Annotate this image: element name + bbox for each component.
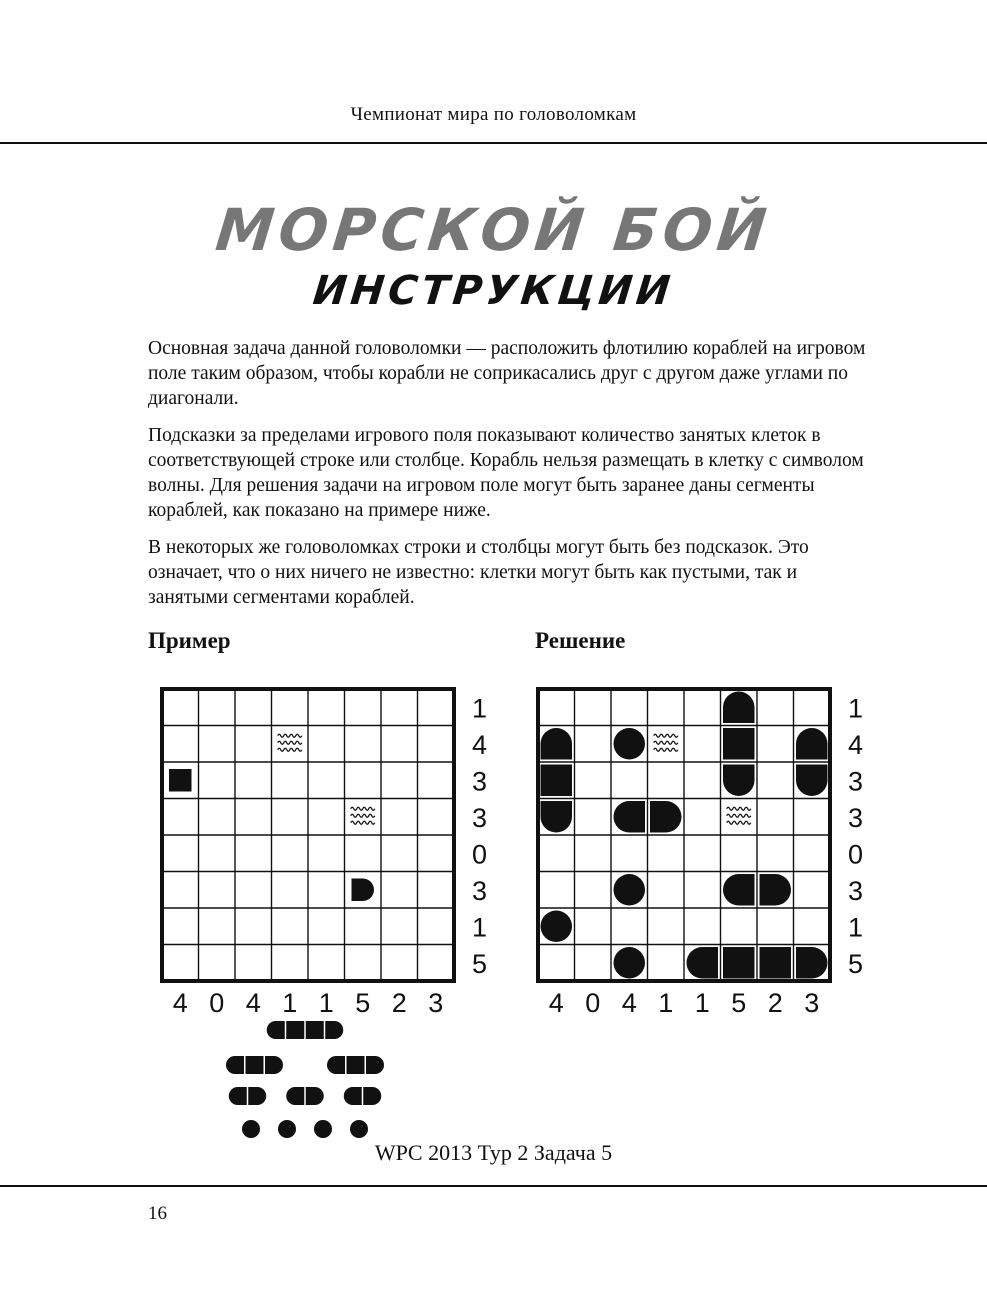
ship-segment-end-left [286,1087,304,1105]
row-clue: 3 [472,802,488,833]
column-clue: 0 [585,988,601,1018]
ship-segment-end-top [796,728,828,759]
row-clue: 0 [848,839,864,870]
ship-segment-end-right [325,1021,343,1039]
ship-segment-end-bottom [796,765,828,797]
ship-segment-end-left [229,1087,247,1105]
solution-label: Решение [535,628,626,653]
row-clue: 3 [848,766,864,797]
ship-segment-end-right [366,1056,384,1074]
ship-segment-end-bottom [723,765,755,797]
puzzle-source-caption: WPC 2013 Тур 2 Задача 5 [374,1140,613,1165]
ship-segment-end-right [352,879,375,902]
running-head: Чемпионат мира по головоломкам [350,104,637,125]
water-wave-icon [654,741,678,744]
column-clue: 0 [209,988,225,1018]
footer-rule [0,1185,987,1187]
water-wave-icon [727,807,751,810]
column-clue: 2 [391,988,407,1018]
row-clue: 0 [472,839,488,870]
water-wave-icon [278,734,302,737]
ship-segment-single [614,947,646,979]
column-clue: 5 [731,988,747,1018]
ship-segment-end-left [687,947,719,979]
ship-segment-middle [169,769,192,792]
ship-segment-end-right [306,1087,324,1105]
ship-segment-single [614,728,646,760]
ship-segment-end-top [723,692,755,723]
ship-segment-end-right [650,801,682,833]
column-clue: 1 [282,988,298,1018]
ship-segment-end-right [265,1056,283,1074]
column-clue: 4 [621,988,637,1018]
ship-segment-end-left [226,1056,244,1074]
water-wave-icon [727,821,751,824]
column-clue: 4 [172,988,188,1018]
ship-segment-end-left [344,1087,362,1105]
ship-segment-end-right [796,947,828,979]
row-clue: 5 [472,948,488,979]
water-wave-icon [351,821,375,824]
row-clue: 1 [848,693,864,724]
ship-segment-end-top [541,728,573,759]
column-clue: 1 [694,988,710,1018]
row-clue: 3 [848,802,864,833]
ship-segment-middle [347,1056,365,1074]
example-label: Пример [148,628,231,653]
row-clue: 3 [472,766,488,797]
water-wave-icon [654,748,678,751]
column-clue: 3 [804,988,820,1018]
ship-segment-end-left [614,801,645,833]
ship-segment-middle [723,947,755,979]
paragraph: Подсказки за пределами игрового поля показывают количество занятых клеток в соответствующей строке или столбце. Корабль нельзя размещать в клетку с символом волны. Для решения задачи на игровом поле могут быть заранее даны сегменты кораблей, как показано на примере ниже. [148,425,864,521]
row-clue: 3 [848,875,864,906]
row-clue: 1 [472,912,488,943]
page-subtitle: ИНСТРУКЦИИ [310,268,677,314]
fleet-legend [226,1021,384,1138]
row-clue: 4 [848,729,864,760]
ship-segment-middle [723,728,755,760]
ship-segment-middle [541,765,573,797]
ship-segment-middle [306,1021,324,1039]
ship-segment-single [541,911,573,943]
ship-segment-middle [760,947,792,979]
ship-segment-end-right [248,1087,266,1105]
ship-segment-single [614,874,646,906]
page-number: 16 [148,1203,167,1224]
ship-segment-end-bottom [541,801,573,833]
water-wave-icon [278,741,302,744]
row-clue: 1 [472,693,488,724]
water-wave-icon [278,748,302,751]
water-wave-icon [727,814,751,817]
column-clue: 1 [658,988,674,1018]
column-clue: 4 [245,988,261,1018]
ship-segment-middle [286,1021,304,1039]
column-clue: 4 [548,988,564,1018]
ship-segment-single [242,1120,260,1138]
water-wave-icon [351,807,375,810]
row-clue: 5 [848,948,864,979]
water-wave-icon [654,734,678,737]
paragraph: В некоторых же головоломках строки и столбцы могут быть без подсказок. Это означает, что о них ничего не известно: клетки могут быть как пустыми, так и занятыми сегментами кораблей. [148,537,809,608]
row-clue: 1 [848,912,864,943]
example-grid [162,689,487,1018]
solution-grid [538,689,863,1018]
row-clue: 4 [472,729,488,760]
ship-segment-single [314,1120,332,1138]
column-clue: 1 [318,988,334,1018]
column-clue: 5 [355,988,371,1018]
ship-segment-end-left [723,874,754,906]
ship-segment-single [350,1120,368,1138]
water-wave-icon [351,814,375,817]
ship-segment-end-right [760,874,792,906]
page-title: МОРСКОЙ БОЙ [212,196,775,264]
ship-segment-single [278,1120,296,1138]
row-clue: 3 [472,875,488,906]
column-clue: 2 [767,988,783,1018]
ship-segment-end-left [327,1056,345,1074]
paragraph: Основная задача данной головоломки — расположить флотилию кораблей на игровом поле таким образом, чтобы корабли не соприкасались друг с другом даже углами по диагонали. [148,338,866,409]
ship-segment-end-left [267,1021,285,1039]
column-clue: 3 [428,988,444,1018]
ship-segment-middle [246,1056,264,1074]
ship-segment-end-right [363,1087,381,1105]
